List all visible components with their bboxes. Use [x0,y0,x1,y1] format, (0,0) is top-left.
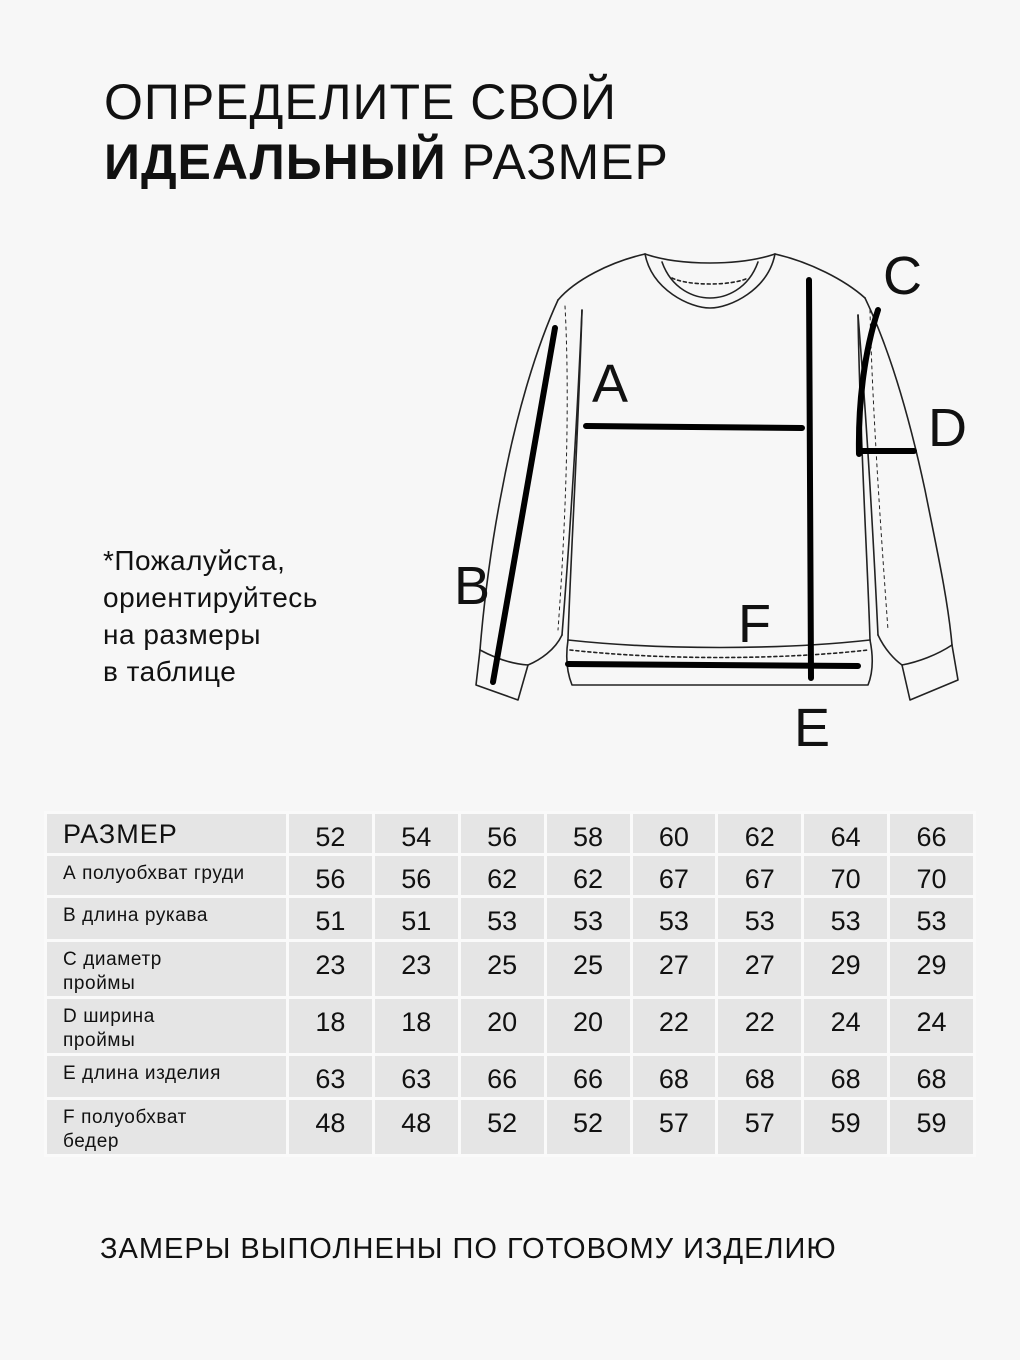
footer-note: ЗАМЕРЫ ВЫПОЛНЕНЫ ПО ГОТОВОМУ ИЗДЕЛИЮ [100,1233,837,1265]
table-cell: 24 [889,998,975,1055]
table-cell: 53 [803,897,889,941]
row-label: Е длина изделия [46,1055,288,1099]
title-bold-word: ИДЕАЛЬНЫЙ [104,134,447,190]
table-cell: 18 [288,998,374,1055]
table-cell: 57 [717,1099,803,1156]
table-cell: 67 [631,855,717,897]
measure-e-line [809,280,811,678]
table-cell: 68 [631,1055,717,1099]
size-header-cell: 56 [459,813,545,855]
table-cell: 53 [631,897,717,941]
table-cell: 52 [545,1099,631,1156]
size-header-cell: 52 [288,813,374,855]
size-header-cell: 60 [631,813,717,855]
table-cell: 51 [288,897,374,941]
size-header-cell: 66 [889,813,975,855]
table-cell: 24 [803,998,889,1055]
table-header-row [46,813,975,855]
sweatshirt-diagram [440,240,1000,760]
label-e: E [794,698,831,758]
size-header-cell: 62 [717,813,803,855]
note-line: на размеры [103,619,262,650]
row-label: С диаметр проймы [46,941,288,998]
table-cell: 51 [373,897,459,941]
table-header-label: РАЗМЕР [46,813,288,855]
size-note [103,542,318,690]
sweatshirt-outline [476,254,958,700]
note-line: *Пожалуйста, [103,545,286,576]
table-cell: 18 [373,998,459,1055]
table-row [46,998,975,1055]
table-cell: 62 [545,855,631,897]
row-label: F полуобхват бедер [46,1099,288,1156]
table-row [46,855,975,897]
size-table [44,811,976,1157]
title-rest: РАЗМЕР [446,134,669,190]
measure-a-line [586,426,802,428]
title-line-2 [104,132,669,192]
note-line: ориентируйтесь [103,582,318,613]
table-row [46,1099,975,1156]
label-b: B [454,556,491,616]
table-cell: 29 [803,941,889,998]
table-cell: 48 [373,1099,459,1156]
table-cell: 53 [889,897,975,941]
table-cell: 20 [459,998,545,1055]
label-a: A [592,354,629,414]
table-cell: 68 [717,1055,803,1099]
table-cell: 68 [803,1055,889,1099]
page-title [104,72,669,192]
row-label: D ширина проймы [46,998,288,1055]
measure-f-line [568,664,858,666]
table-cell: 22 [717,998,803,1055]
table-cell: 67 [717,855,803,897]
row-label: В длина рукава [46,897,288,941]
table-cell: 59 [889,1099,975,1156]
table-cell: 59 [803,1099,889,1156]
table-cell: 63 [288,1055,374,1099]
measure-c-line [859,310,878,454]
table-row [46,897,975,941]
measurement-lines [493,280,914,682]
table-cell: 25 [459,941,545,998]
size-header-cell: 64 [803,813,889,855]
label-f: F [738,594,771,654]
table-cell: 53 [545,897,631,941]
table-cell: 52 [459,1099,545,1156]
table-cell: 25 [545,941,631,998]
title-line-1: ОПРЕДЕЛИТЕ СВОЙ [104,74,617,130]
table-cell: 56 [288,855,374,897]
table-body [46,855,975,1156]
table-cell: 70 [889,855,975,897]
table-row [46,1055,975,1099]
table-cell: 56 [373,855,459,897]
table-cell: 53 [459,897,545,941]
table-cell: 48 [288,1099,374,1156]
table-cell: 66 [459,1055,545,1099]
measure-b-line [493,328,555,682]
size-header-cell: 54 [373,813,459,855]
table-cell: 53 [717,897,803,941]
table-cell: 27 [717,941,803,998]
table-cell: 57 [631,1099,717,1156]
row-label: А полуобхват груди [46,855,288,897]
table-cell: 23 [288,941,374,998]
label-c: C [883,246,922,306]
table-cell: 27 [631,941,717,998]
table-row [46,941,975,998]
label-d: D [928,398,967,458]
table-cell: 20 [545,998,631,1055]
table-cell: 63 [373,1055,459,1099]
note-line: в таблице [103,656,237,687]
table-cell: 70 [803,855,889,897]
size-header-cell: 58 [545,813,631,855]
table-cell: 23 [373,941,459,998]
table-cell: 62 [459,855,545,897]
table-cell: 68 [889,1055,975,1099]
table-cell: 29 [889,941,975,998]
table-cell: 22 [631,998,717,1055]
table-cell: 66 [545,1055,631,1099]
